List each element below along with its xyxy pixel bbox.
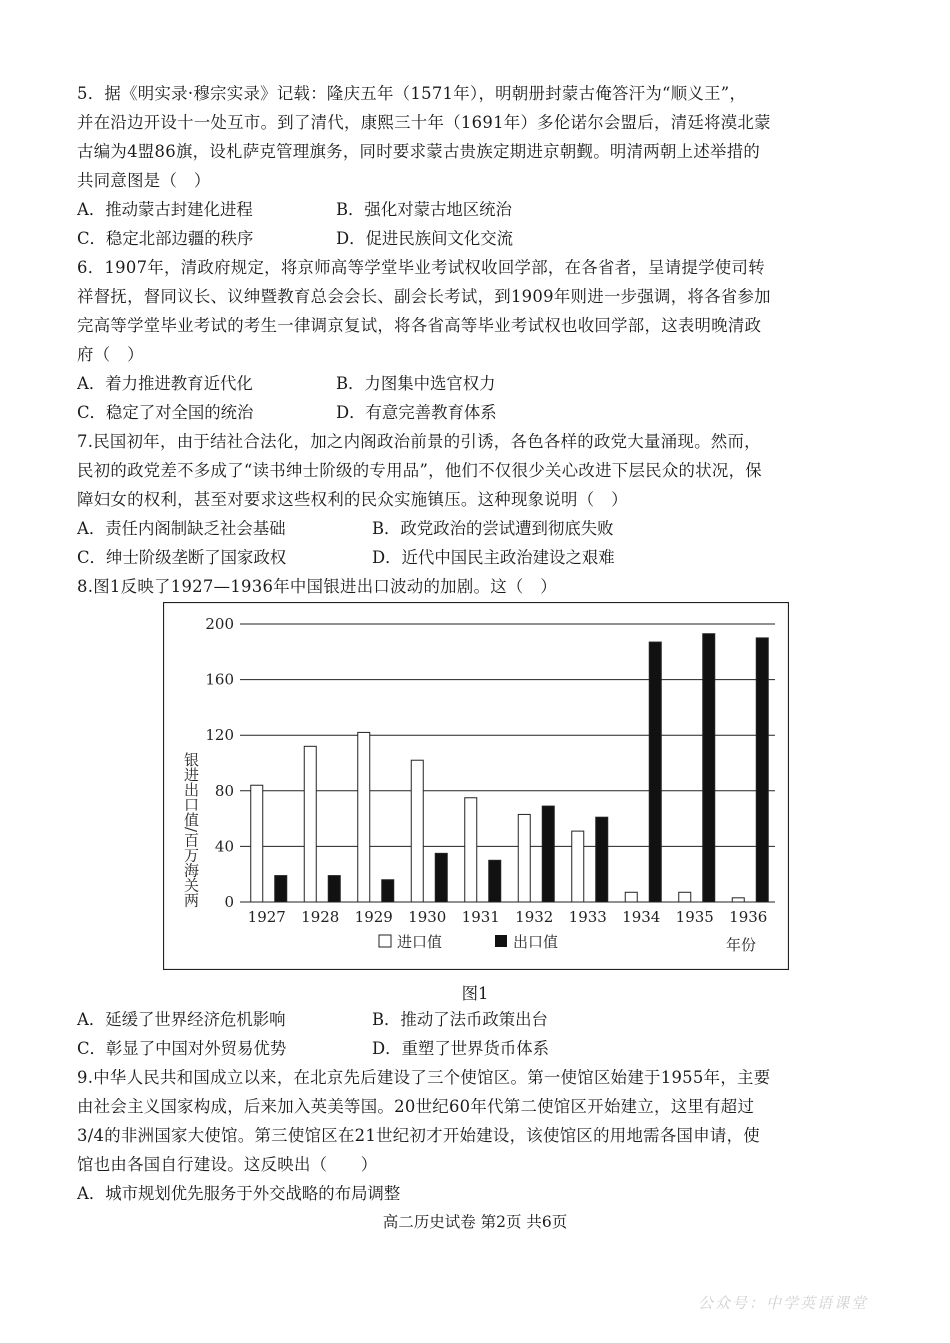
export-bar-1936	[756, 638, 768, 902]
legend-swatch-import	[379, 935, 391, 947]
question-text-line: 府（ ）	[77, 345, 144, 364]
option-d[interactable]: D．重塑了世界货币体系	[372, 1039, 550, 1058]
watermark: 公众号：中学英语课堂	[697, 1294, 868, 1312]
question-text-line: 完高等学堂毕业考试的考生一律调京复试，将各省高等毕业考试权也收回学部，这表明晚清政	[77, 316, 762, 335]
y-tick-label: 0	[224, 893, 234, 911]
import-bar-1934	[625, 892, 637, 902]
y-axis-label: 银进出口值/百万海关两	[182, 752, 200, 908]
option-b[interactable]: B．政党政治的尝试遭到彻底失败	[372, 519, 614, 538]
question-text-line: 9.中华人民共和国成立以来，在北京先后建设了三个使馆区。第一使馆区始建于1955年，主要	[77, 1068, 771, 1087]
option-b[interactable]: B．强化对蒙古地区统治	[336, 200, 512, 219]
question-text-line: 并在沿边开设十一处互市。到了清代，康熙三十年（1691年）多伦诺尔会盟后，清廷将漠北蒙	[77, 113, 771, 132]
question-text-line: 7.民国初年，由于结社合法化，加之内阁政治前景的引诱，各色各样的政党大量涌现。然而，	[77, 432, 761, 451]
page-footer: 高二历史试卷 第2页 共6页	[382, 1213, 568, 1231]
import-bar-1931	[465, 798, 477, 902]
import-bar-1936	[732, 898, 744, 902]
option-a[interactable]: A．延缓了世界经济危机影响	[77, 1010, 286, 1029]
option-c[interactable]: C．彰显了中国对外贸易优势	[77, 1039, 287, 1058]
export-bar-1934	[649, 642, 661, 902]
import-bar-1930	[411, 760, 423, 902]
option-d[interactable]: D．有意完善教育体系	[336, 403, 497, 422]
option-d[interactable]: D．促进民族间文化交流	[336, 229, 514, 248]
question-text-line: 共同意图是（ ）	[77, 171, 211, 190]
import-bar-1927	[251, 785, 263, 902]
y-tick-label: 80	[214, 781, 234, 800]
option-d[interactable]: D．近代中国民主政治建设之艰难	[372, 548, 615, 567]
x-axis-label: 年份	[726, 936, 757, 954]
export-bar-1927	[275, 876, 287, 902]
question-text-line: 民初的政党差不多成了“读书绅士阶级的专用品”，他们不仅很少关心改进下层民众的状况，保	[77, 461, 762, 480]
y-tick-label: 40	[214, 837, 234, 856]
x-tick-label: 1932	[515, 908, 554, 926]
question-text-line: 3/4的非洲国家大使馆。第三使馆区在21世纪初才开始建设，该使馆区的用地需各国申请，使	[77, 1126, 760, 1145]
option-c[interactable]: C．绅士阶级垄断了国家政权	[77, 548, 287, 567]
option-a[interactable]: A．着力推进教育近代化	[77, 374, 253, 393]
import-bar-1932	[518, 814, 530, 902]
question-text-line: 由社会主义国家构成，后来加入英美等国。20世纪60年代第二使馆区开始建立，这里有超过	[77, 1097, 755, 1116]
option-a[interactable]: A．城市规划优先服务于外交战略的布局调整	[77, 1184, 401, 1203]
question-text-line: 8.图1反映了1927—1936年中国银进出口波动的加剧。这（ ）	[77, 577, 557, 596]
x-tick-label: 1931	[461, 908, 500, 926]
question-text-line: 6．1907年，清政府规定，将京师高等学堂毕业考试权收回学部，在各省者，呈请提学使司转	[77, 258, 765, 277]
legend-swatch-export	[495, 935, 507, 947]
legend-label-import: 进口值	[397, 933, 443, 951]
x-tick-label: 1929	[354, 908, 393, 926]
legend-label-export: 出口值	[513, 933, 559, 951]
question-text-line: 祥督抚，督同议长、议绅暨教育总会会长、副会长考试，到1909年则进一步强调，将各省参加	[77, 287, 771, 306]
option-a[interactable]: A．责任内阁制缺乏社会基础	[77, 519, 286, 538]
x-tick-label: 1927	[247, 908, 286, 926]
y-tick-label: 120	[205, 726, 234, 745]
question-text-line: 馆也由各国自行建设。这反映出（ ）	[77, 1155, 378, 1174]
y-tick-label: 200	[205, 615, 234, 633]
export-bar-1928	[328, 876, 340, 902]
import-bar-1929	[358, 732, 370, 902]
option-c[interactable]: C．稳定北部边疆的秩序	[77, 229, 254, 248]
option-a[interactable]: A．推动蒙古封建化进程	[77, 200, 253, 219]
x-tick-label: 1933	[568, 908, 607, 926]
import-bar-1935	[679, 892, 691, 902]
export-bar-1931	[489, 860, 501, 902]
option-b[interactable]: B．推动了法币政策出台	[372, 1010, 548, 1029]
export-bar-1930	[435, 853, 447, 902]
question-text-line: 5．据《明实录·穆宗实录》记载：隆庆五年（1571年），明朝册封蒙古俺答汗为“顺义王”，	[77, 84, 747, 103]
export-bar-1932	[542, 806, 554, 902]
figure-caption: 图1	[461, 984, 489, 1003]
x-tick-label: 1935	[675, 908, 714, 926]
y-tick-label: 160	[205, 670, 234, 689]
x-tick-label: 1930	[408, 908, 447, 926]
export-bar-1935	[703, 634, 715, 902]
option-b[interactable]: B．力图集中选官权力	[336, 374, 496, 393]
x-tick-label: 1936	[729, 908, 768, 926]
x-tick-label: 1928	[301, 908, 340, 926]
silver-trade-bar-chart	[163, 602, 789, 970]
import-bar-1933	[572, 831, 584, 902]
question-text-line: 障妇女的权利，甚至对要求这些权利的民众实施镇压。这种现象说明（ ）	[77, 490, 628, 509]
export-bar-1933	[596, 817, 608, 902]
question-text-line: 古编为4盟86旗，设札萨克管理旗务，同时要求蒙古贵族定期进京朝觐。明清两朝上述举措的	[77, 142, 761, 161]
option-c[interactable]: C．稳定了对全国的统治	[77, 403, 254, 422]
x-tick-label: 1934	[622, 908, 661, 926]
import-bar-1928	[304, 746, 316, 902]
export-bar-1929	[382, 880, 394, 902]
